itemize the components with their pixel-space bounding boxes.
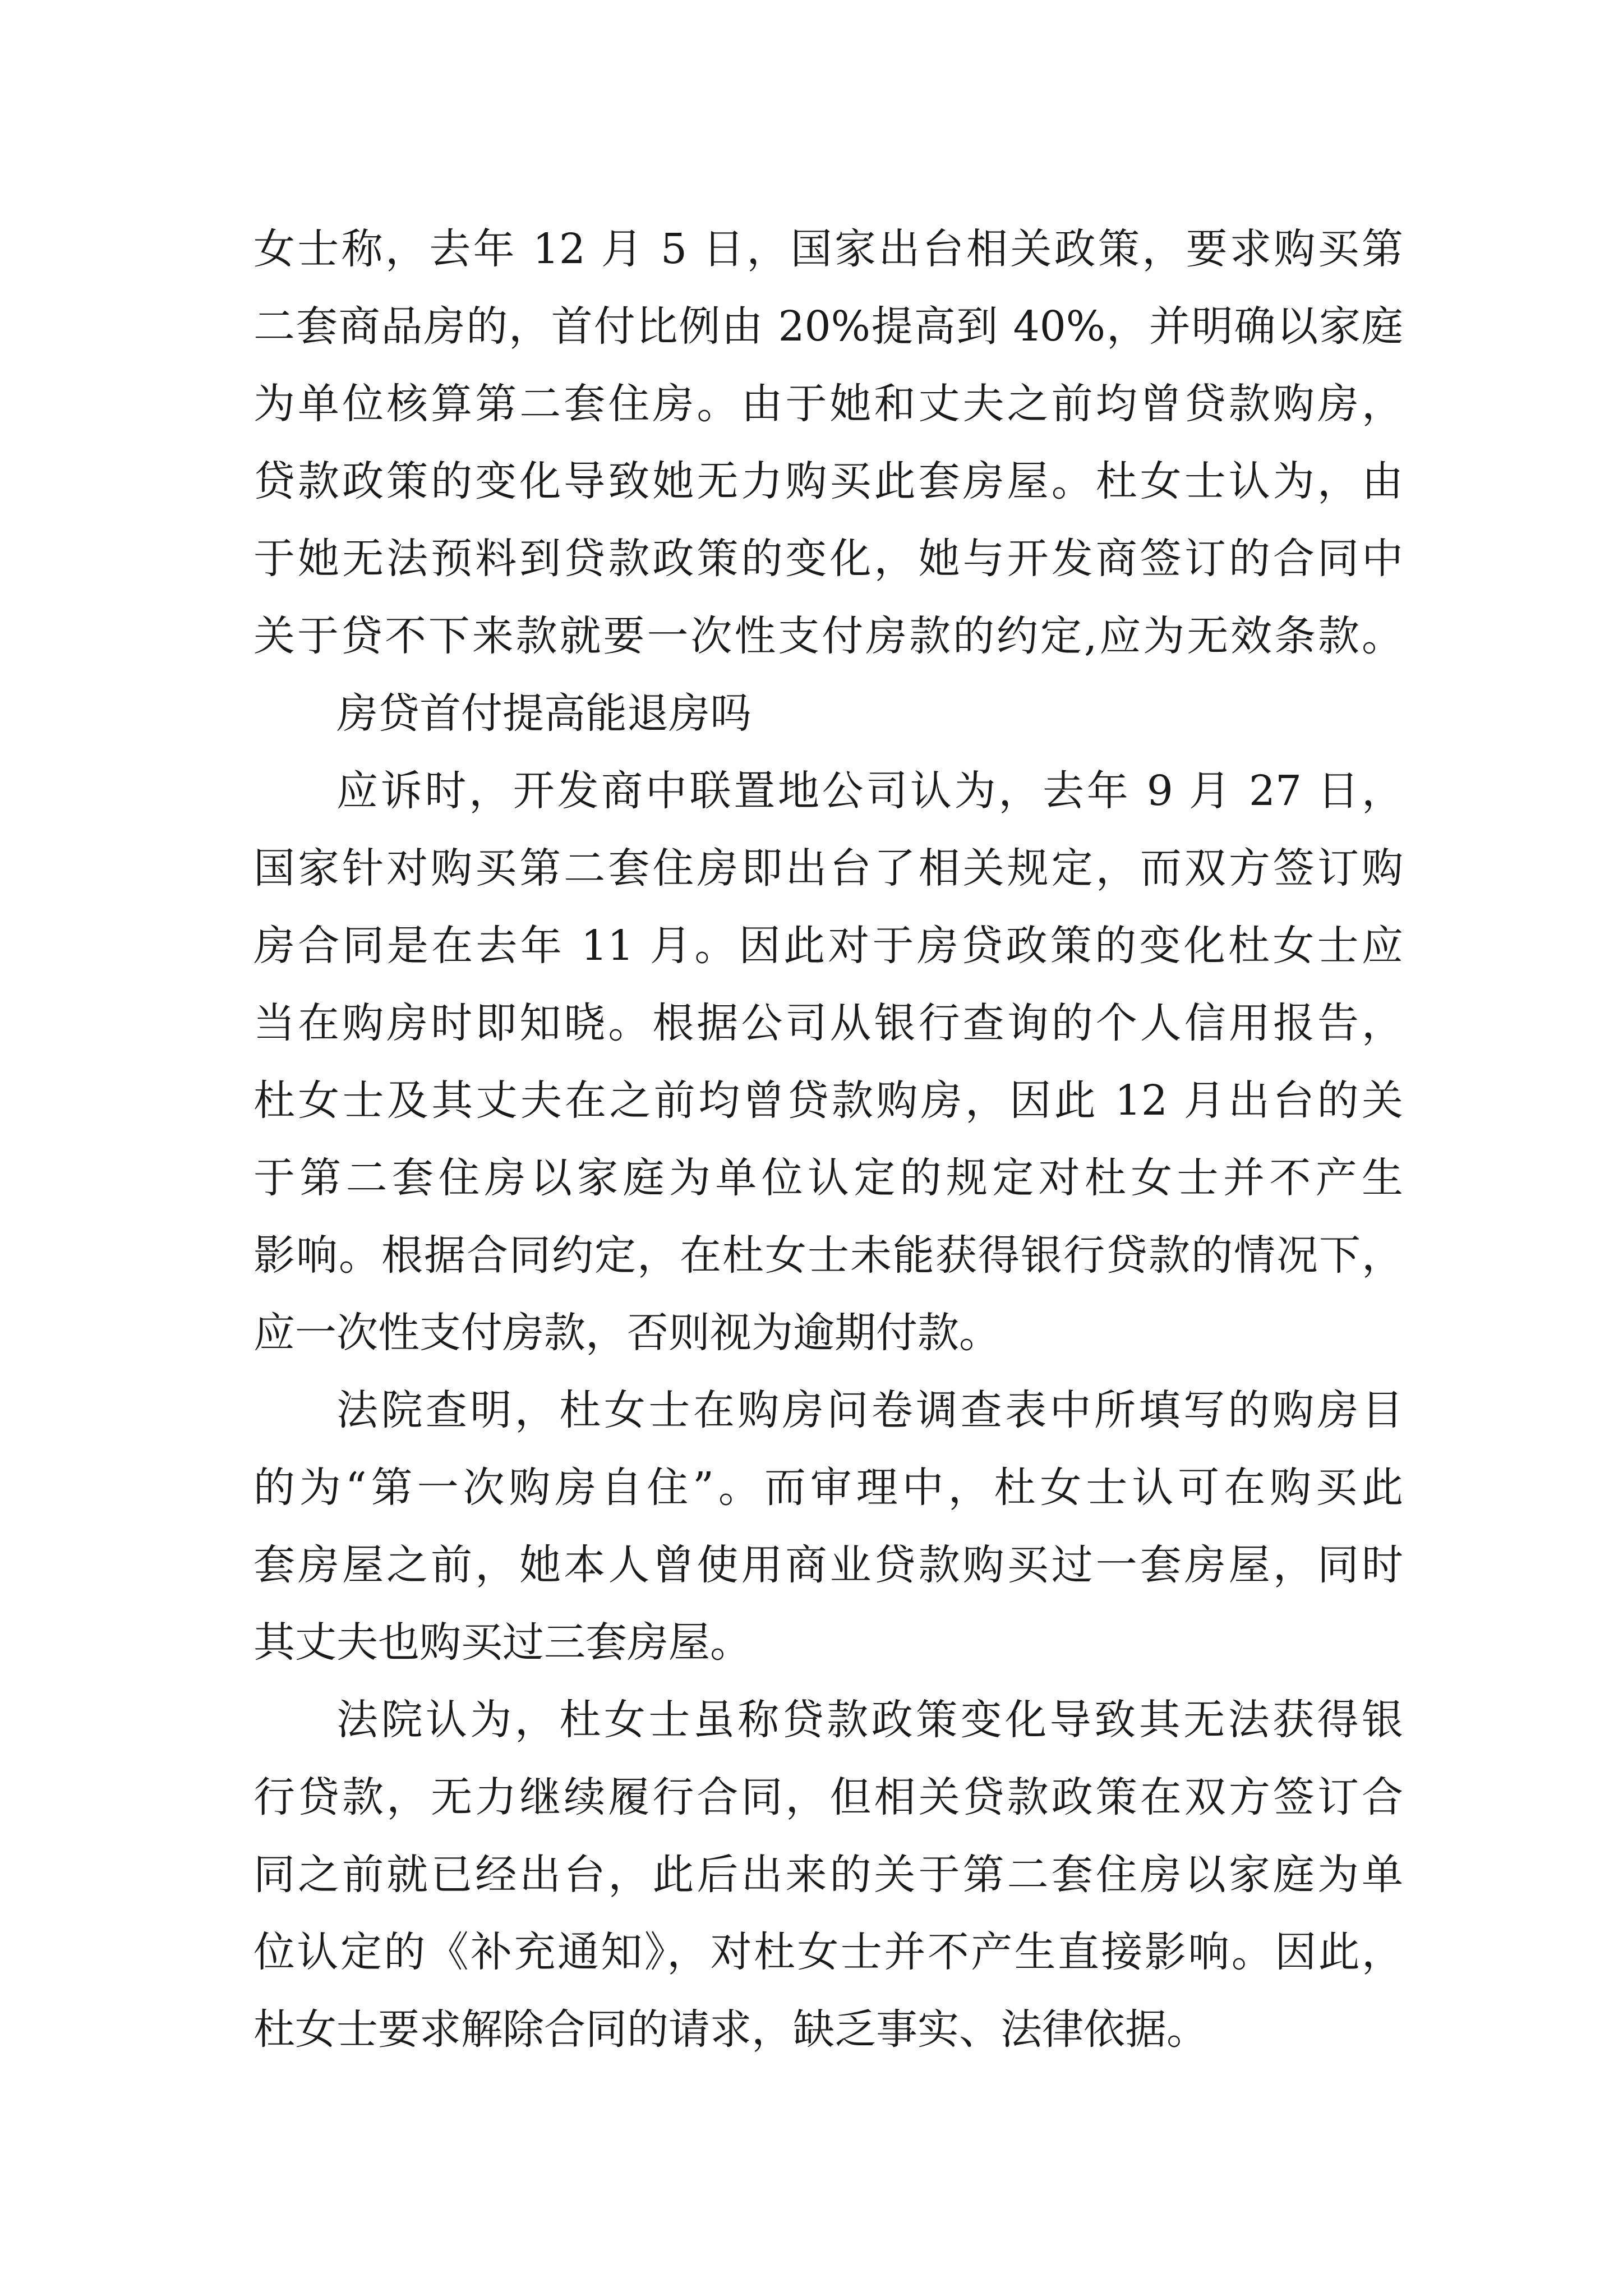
text-line: 杜女士要求解除合同的请求，缺乏事实、法律依据。 — [253, 2005, 1208, 2054]
paragraph-1 — [253, 210, 1403, 675]
text-line: 国家针对购买第二套住房即出台了相关规定，而双方签订购 — [253, 844, 1403, 892]
text-line: 于她无法预料到贷款政策的变化，她与开发商签订的合同中 — [253, 535, 1403, 583]
text-line: 当在购房时即知晓。根据公司从银行查询的个人信用报告， — [253, 999, 1403, 1047]
section-heading — [253, 675, 1403, 752]
text-line: 法院查明，杜女士在购房问卷调查表中所填写的购房目 — [336, 1386, 1403, 1434]
paragraph-3 — [253, 752, 1403, 1372]
text-line: 杜女士及其丈夫在之前均曾贷款购房，因此 12 月出台的关 — [253, 1076, 1403, 1125]
text-line: 应诉时，开发商中联置地公司认为，去年 9 月 27 日， — [336, 767, 1403, 815]
text-line: 于第二套住房以家庭为单位认定的规定对杜女士并不产生 — [253, 1154, 1403, 1202]
text-line: 贷款政策的变化导致她无力购买此套房屋。杜女士认为，由 — [253, 457, 1403, 505]
text-line: 法院认为，杜女士虽称贷款政策变化导致其无法获得银 — [336, 1696, 1403, 1744]
text-line: 房合同是在去年 11 月。因此对于房贷政策的变化杜女士应 — [253, 922, 1403, 970]
heading-text: 房贷首付提高能退房吗 — [336, 689, 751, 738]
paragraph-4 — [253, 1372, 1403, 1681]
text-line: 二套商品房的，首付比例由 20%提高到 40%，并明确以家庭 — [253, 302, 1403, 351]
text-line: 影响。根据合同约定，在杜女士未能获得银行贷款的情况下， — [253, 1231, 1403, 1280]
text-line: 行贷款，无力继续履行合同，但相关贷款政策在双方签订合 — [253, 1773, 1403, 1821]
text-line: 女士称，去年 12 月 5 日，国家出台相关政策，要求购买第 — [253, 225, 1403, 273]
text-line: 应一次性支付房款，否则视为逾期付款。 — [253, 1309, 1000, 1357]
text-line: 同之前就已经出台，此后出来的关于第二套住房以家庭为单 — [253, 1851, 1403, 1899]
paragraph-5 — [253, 1681, 1403, 2068]
text-line: 为单位核算第二套住房。由于她和丈夫之前均曾贷款购房， — [253, 380, 1403, 428]
text-line: 其丈夫也购买过三套房屋。 — [253, 1618, 751, 1667]
body-text — [253, 210, 1403, 2068]
text-line: 的为“第一次购房自住”。而审理中，杜女士认可在购买此 — [253, 1464, 1403, 1512]
text-line: 套房屋之前，她本人曾使用商业贷款购买过一套房屋，同时 — [253, 1541, 1403, 1589]
text-line: 位认定的《补充通知》，对杜女士并不产生直接影响。因此， — [253, 1928, 1403, 1976]
text-line: 关于贷不下来款就要一次性支付房款的约定,应为无效条款。 — [253, 612, 1403, 660]
